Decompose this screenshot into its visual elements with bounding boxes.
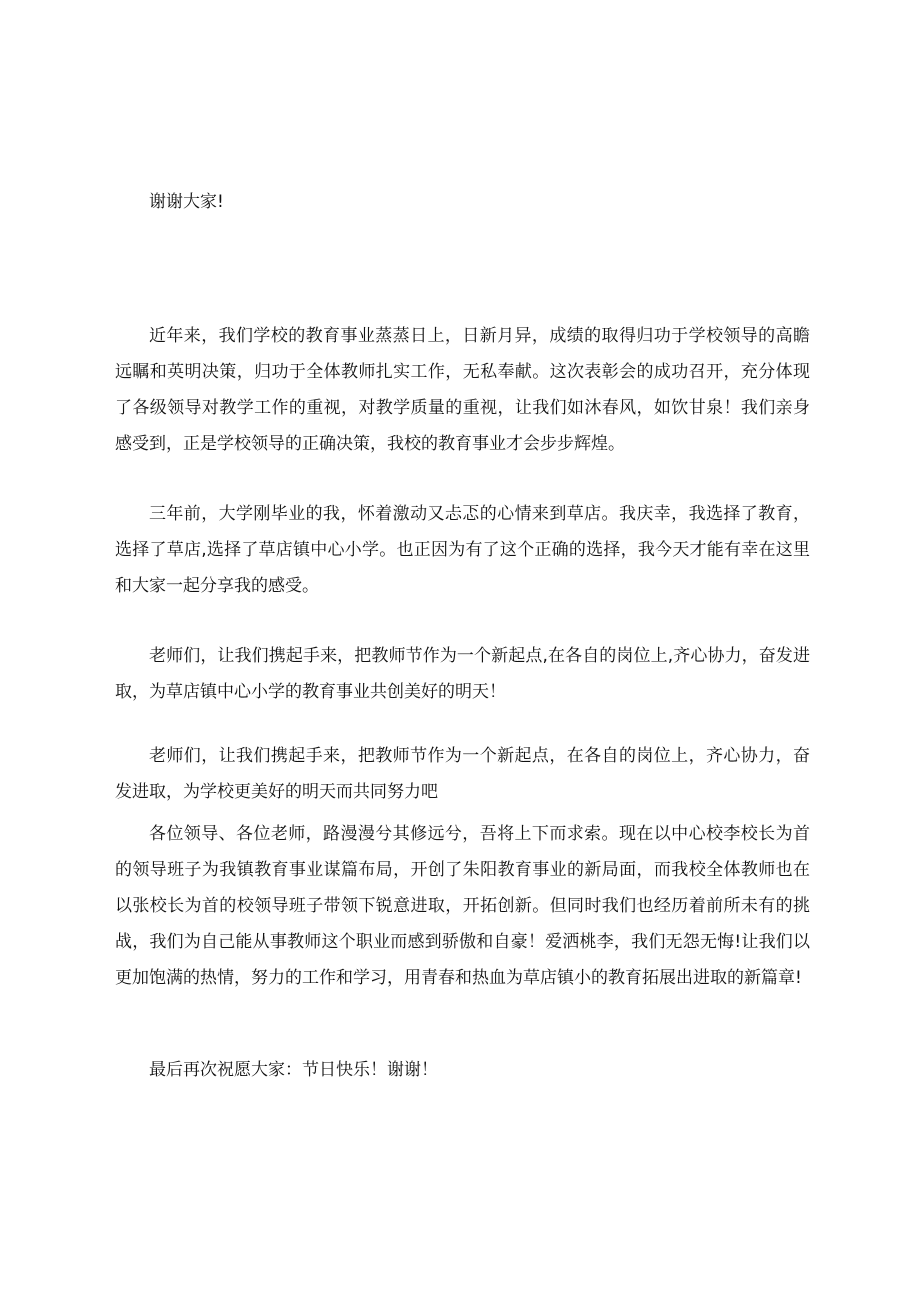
paragraph-closing-wishes: 最后再次祝愿大家：节日快乐！谢谢！ <box>149 1060 438 1080</box>
paragraph-thanks: 谢谢大家! <box>149 192 224 212</box>
paragraph-leaders-teachers: 各位领导、各位老师，路漫漫兮其修远兮，吾将上下而求索。现在以中心校李校长为首的领导班子为我镇教育事业谋篇布局，开创了朱阳教育事业的新局面，而我校全体教师也在以张校长为首的校领导班子带领下锐意进取，开拓创新。但同时我们也经历着前所未有的挑战，我们为自己能从事教师这个职业而感到骄傲和自豪！爱洒桃李，我们无怨无悔!让我们以更加饱满的热情，努力的工作和学习，用青春和热血为草店镇小的教育拓展出进取的新篇章! <box>115 824 810 988</box>
paragraph-teachers-call-2: 老师们，让我们携起手来，把教师节作为一个新起点，在各自的岗位上，齐心协力，奋发进取，为学校更美好的明天而共同努力吧 <box>115 746 810 802</box>
paragraph-three-years-ago: 三年前，大学刚毕业的我，怀着激动又忐忑的心情来到草店。我庆幸，我选择了教育，选择了草店,选择了草店镇中心小学。也正因为有了这个正确的选择，我今天才能有幸在这里和大家一起分享我的感受。 <box>115 504 810 596</box>
paragraph-school-achievements: 近年来，我们学校的教育事业蒸蒸日上，日新月异，成绩的取得归功于学校领导的高瞻远瞩和英明决策，归功于全体教师扎实工作，无私奉献。这次表彰会的成功召开，充分体现了各级领导对教学工作的重视，对教学质量的重视，让我们如沐春风，如饮甘泉！我们亲身感受到，正是学校领导的正确决策，我校的教育事业才会步步辉煌。 <box>115 326 810 454</box>
paragraph-teachers-call-1: 老师们，让我们携起手来，把教师节作为一个新起点,在各自的岗位上,齐心协力，奋发进取，为草店镇中心小学的教育事业共创美好的明天！ <box>115 646 810 702</box>
